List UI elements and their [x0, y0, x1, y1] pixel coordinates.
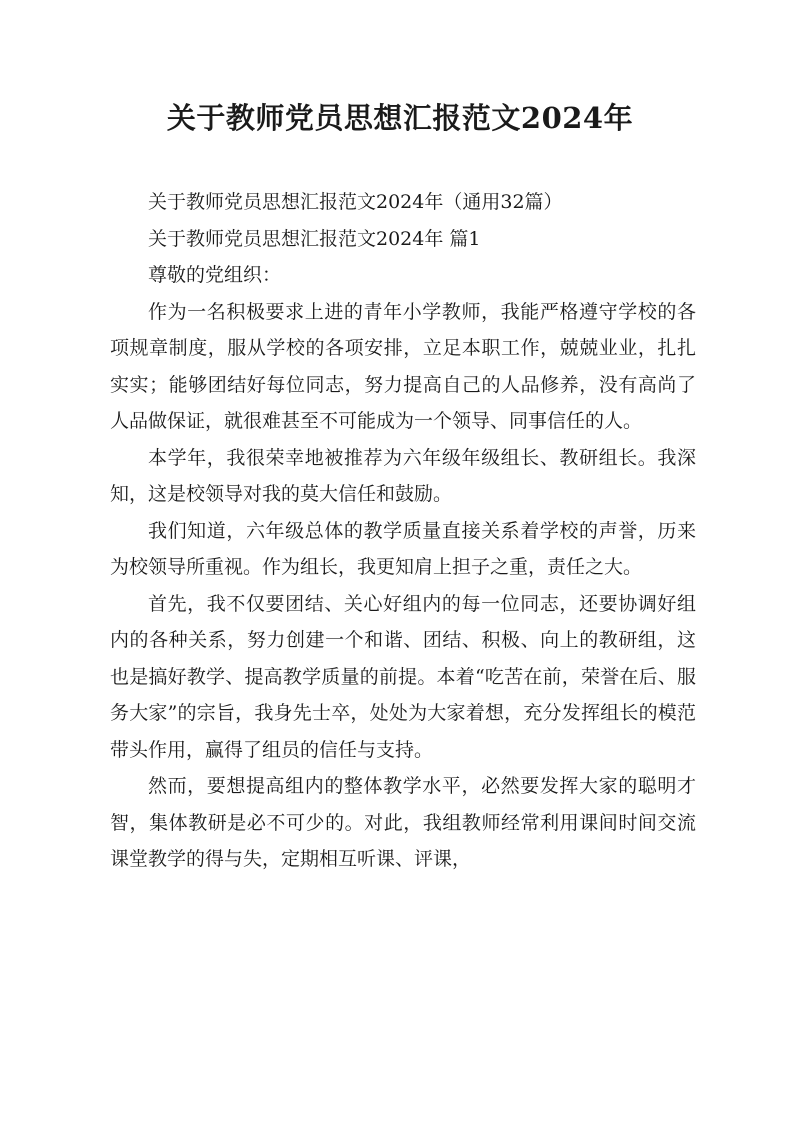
- paragraph-subtitle: 关于教师党员思想汇报范文2024年（通用32篇）: [148, 191, 563, 213]
- paragraph: 首先，我不仅要团结、关心好组内的每一位同志，还要协调好组内的各种关系，努力创建一个和谐、团结、积极、向上的教研组，这也是搞好教学、提高教学质量的前提。本着“吃苦在前，荣誉在后、服务大家”的宗旨，我身先士卒，处处为大家着想，充分发挥组长的模范带头作用，赢得了组员的信任与支持。: [110, 592, 696, 761]
- paragraph: 然而，要想提高组内的整体教学水平，必然要发挥大家的聪明才智，集体教研是必不可少的。对此，我组教师经常利用课间时间交流课堂教学的得与失，定期相互听课、评课，: [110, 775, 696, 870]
- paragraph: 我们知道，六年级总体的教学质量直接关系着学校的声誉，历来为校领导所重视。作为组长，我更知肩上担子之重，责任之大。: [110, 519, 696, 578]
- paragraph-section-heading: 关于教师党员思想汇报范文2024年 篇1: [148, 227, 481, 250]
- paragraph-salutation: 尊敬的党组织：: [148, 264, 282, 286]
- paragraph: 本学年，我很荣幸地被推荐为六年级年级组长、教研组长。我深知，这是校领导对我的莫大信任和鼓励。: [110, 446, 696, 505]
- paragraph: 作为一名积极要求上进的青年小学教师，我能严格遵守学校的各项规章制度，服从学校的各项安排，立足本职工作，兢兢业业，扎扎实实；能够团结好每位同志，努力提高自己的人品修养，没有高尚了人品做保证，就很难甚至不可能成为一个领导、同事信任的人。: [110, 300, 696, 432]
- document-body: [110, 184, 696, 878]
- document-title: 关于教师党员思想汇报范文2024年: [166, 101, 634, 135]
